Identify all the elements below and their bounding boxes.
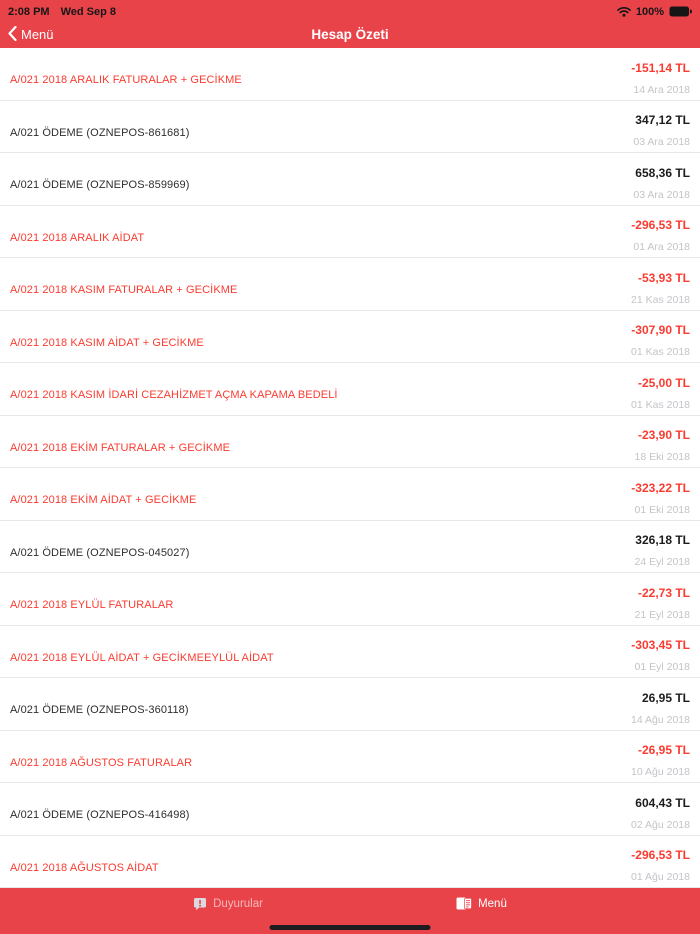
transaction-amount: 347,12 TL <box>635 113 690 128</box>
table-row[interactable] <box>0 521 700 574</box>
table-row[interactable] <box>0 783 700 836</box>
nav-bar <box>0 21 700 48</box>
transaction-date: 02 Ağu 2018 <box>631 818 690 831</box>
transaction-amount-date <box>631 839 690 883</box>
transaction-amount-date <box>631 52 690 96</box>
transaction-amount: -307,90 TL <box>631 323 690 338</box>
transaction-amount: -22,73 TL <box>637 585 690 600</box>
transaction-label: A/021 2018 KASIM FATURALAR + GECİKME <box>10 284 238 297</box>
table-row[interactable] <box>0 678 700 731</box>
transaction-amount: -53,93 TL <box>637 270 690 285</box>
transaction-amount: -323,22 TL <box>631 480 690 495</box>
transaction-amount-date <box>631 734 690 778</box>
transaction-amount: -296,53 TL <box>631 218 690 233</box>
table-row[interactable] <box>0 101 700 154</box>
status-left <box>8 6 116 18</box>
status-right <box>617 6 692 18</box>
header <box>0 0 700 48</box>
table-row[interactable] <box>0 48 700 101</box>
transaction-label: A/021 2018 KASIM İDARİ CEZAHİZMET AÇMA KAPAMA BEDELİ <box>10 389 338 402</box>
transaction-date: 18 Eki 2018 <box>634 451 690 464</box>
transaction-amount-date <box>635 419 690 463</box>
wifi-icon <box>617 6 631 17</box>
transaction-amount: -23,90 TL <box>637 428 690 443</box>
transaction-amount-date <box>633 157 690 201</box>
transaction-label: A/021 2018 ARALIK AİDAT <box>10 231 145 244</box>
table-row[interactable] <box>0 836 700 889</box>
transaction-label: A/021 ÖDEME (OZNEPOS-416498) <box>10 809 190 822</box>
page-title: Hesap Özeti <box>311 27 389 42</box>
table-row[interactable] <box>0 258 700 311</box>
back-label: Menü <box>21 27 54 42</box>
transaction-amount: -303,45 TL <box>631 638 690 653</box>
transaction-date: 14 Ağu 2018 <box>631 713 690 726</box>
transaction-label: A/021 2018 KASIM AİDAT + GECİKME <box>10 336 204 349</box>
transaction-label: A/021 2018 AĞUSTOS FATURALAR <box>10 756 193 769</box>
tab-bar <box>0 888 700 934</box>
chevron-left-icon <box>8 26 17 44</box>
transaction-date: 21 Eyl 2018 <box>634 608 690 621</box>
transaction-date: 01 Eyl 2018 <box>634 661 690 674</box>
transaction-amount-date <box>631 787 690 831</box>
transaction-amount-date <box>633 104 690 148</box>
transaction-date: 21 Kas 2018 <box>631 293 690 306</box>
battery-icon <box>669 6 692 17</box>
transaction-amount: 26,95 TL <box>641 690 690 705</box>
status-bar <box>0 0 700 21</box>
transaction-amount-date <box>635 524 690 568</box>
transaction-label: A/021 2018 EYLÜL AİDAT + GECİKMEEYLÜL AİDAT <box>10 651 274 664</box>
transaction-date: 03 Ara 2018 <box>633 136 690 149</box>
transaction-amount: 326,18 TL <box>635 533 690 548</box>
battery-percent: 100% <box>635 5 664 18</box>
transaction-amount: -296,53 TL <box>631 848 690 863</box>
tab-duyurular-label: Duyurular <box>213 898 263 910</box>
table-row[interactable] <box>0 206 700 259</box>
transaction-date: 14 Ara 2018 <box>633 83 690 96</box>
table-row[interactable] <box>0 626 700 679</box>
transaction-amount-date <box>631 472 690 516</box>
tab-menu[interactable] <box>456 897 507 910</box>
transaction-date: 01 Kas 2018 <box>631 398 690 411</box>
transaction-amount: 658,36 TL <box>635 165 690 180</box>
transaction-date: 01 Kas 2018 <box>631 346 690 359</box>
home-indicator[interactable] <box>270 925 431 930</box>
transaction-label: A/021 2018 ARALIK FATURALAR + GECİKME <box>10 74 242 87</box>
transaction-date: 01 Eki 2018 <box>634 503 690 516</box>
table-row[interactable] <box>0 731 700 784</box>
transaction-amount: -151,14 TL <box>631 60 690 75</box>
transaction-amount-date <box>631 629 690 673</box>
transaction-date: 24 Eyl 2018 <box>634 556 690 569</box>
transaction-label: A/021 ÖDEME (OZNEPOS-360118) <box>10 704 189 717</box>
transaction-date: 03 Ara 2018 <box>633 188 690 201</box>
transaction-list <box>0 48 700 888</box>
transaction-label: A/021 2018 EYLÜL FATURALAR <box>10 599 174 612</box>
table-row[interactable] <box>0 311 700 364</box>
transaction-amount-date <box>635 577 690 621</box>
menu-book-icon <box>456 897 472 910</box>
transaction-label: A/021 ÖDEME (OZNEPOS-861681) <box>10 126 190 139</box>
table-row[interactable] <box>0 363 700 416</box>
tab-menu-label: Menü <box>478 897 507 910</box>
transaction-label: A/021 ÖDEME (OZNEPOS-859969) <box>10 179 190 192</box>
transaction-amount-date <box>631 314 690 358</box>
back-button[interactable] <box>8 21 54 48</box>
transaction-date: 01 Ağu 2018 <box>631 871 690 884</box>
transaction-label: A/021 2018 EKİM FATURALAR + GECİKME <box>10 441 231 454</box>
table-row[interactable] <box>0 153 700 206</box>
transaction-label: A/021 ÖDEME (OZNEPOS-045027) <box>10 546 190 559</box>
table-row[interactable] <box>0 573 700 626</box>
table-row[interactable] <box>0 468 700 521</box>
transaction-label: A/021 2018 AĞUSTOS AİDAT <box>10 861 159 874</box>
transaction-amount-date <box>631 209 690 253</box>
transaction-amount-date <box>631 262 690 306</box>
transaction-amount: -25,00 TL <box>637 375 690 390</box>
transaction-amount-date <box>631 367 690 411</box>
table-row[interactable] <box>0 416 700 469</box>
transaction-amount: 604,43 TL <box>635 795 690 810</box>
transaction-date: 01 Ara 2018 <box>633 241 690 254</box>
tab-duyurular[interactable] <box>193 897 263 911</box>
transaction-date: 10 Ağu 2018 <box>631 766 690 779</box>
transaction-amount: -26,95 TL <box>637 743 690 758</box>
announcement-icon <box>193 897 207 911</box>
transaction-label: A/021 2018 EKİM AİDAT + GECİKME <box>10 494 197 507</box>
status-date: Wed Sep 8 <box>60 5 117 18</box>
transaction-amount-date <box>631 682 690 726</box>
status-time: 2:08 PM <box>8 5 50 18</box>
